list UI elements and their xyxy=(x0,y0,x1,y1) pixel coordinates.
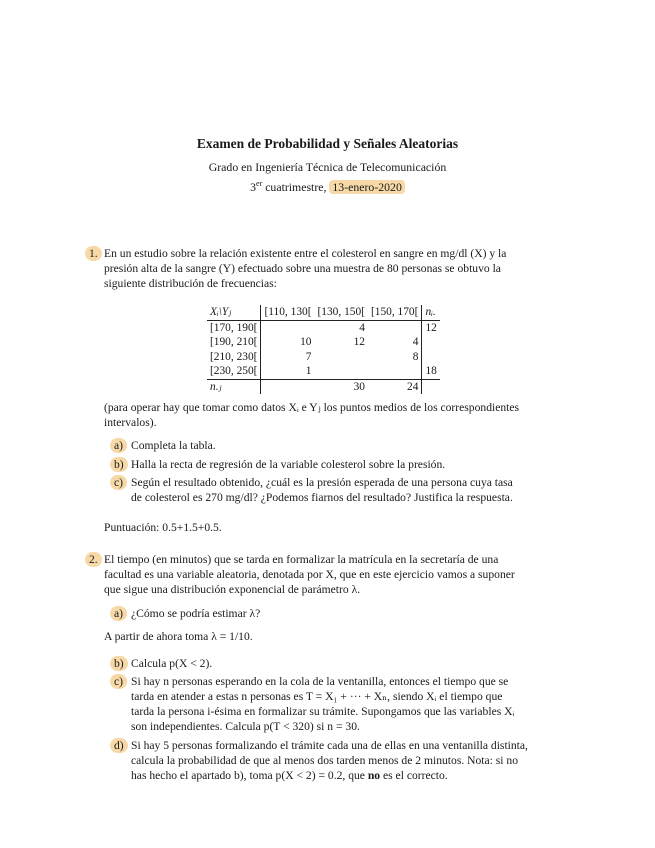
question-2-intro: El tiempo (en minutos) que se tarda en formalizar la matrícula en la secretaría de una facultad es una variable aleatoria, denotada por X, que en este ejercicio vamos a suponer que sigue una distribución exponencial de parámetro λ. xyxy=(104,553,515,596)
item-1a-label: a) xyxy=(110,438,127,453)
item-1c-label: c) xyxy=(110,475,127,490)
term-line xyxy=(0,176,655,195)
degree-line: Grado en Ingeniería Técnica de Telecomunicación xyxy=(208,160,447,174)
item-1b-text: Halla la recta de regresión de la variable colesterol sobre la presión. xyxy=(131,458,446,471)
table-header-row xyxy=(207,305,440,320)
table-col-2: [130, 150[ xyxy=(315,305,368,320)
question-1-note: (para operar hay que tomar como datos Xᵢ e Yⱼ los puntos medios de los correspondientes intervalos). xyxy=(104,401,520,429)
table-col-3: [150, 170[ xyxy=(368,305,422,320)
table-row: [190, 210[ 10 12 4 xyxy=(207,335,440,350)
question-2-mid: A partir de ahora toma λ = 1/10. xyxy=(104,630,253,643)
item-1a-text: Completa la tabla. xyxy=(131,439,216,452)
item-1b-label: b) xyxy=(110,457,128,472)
item-2a-label: a) xyxy=(110,606,127,621)
table-totals-row: n.ⱼ 30 24 xyxy=(207,379,440,394)
item-2a-text: ¿Cómo se podría estimar λ? xyxy=(131,607,261,620)
question-1-number: 1. xyxy=(85,246,102,261)
table-row: [170, 190[ 4 12 xyxy=(207,320,440,335)
question-1-score: Puntuación: 0.5+1.5+0.5. xyxy=(104,521,222,534)
term-number: 3 xyxy=(250,179,257,194)
exam-title: Examen de Probabilidad y Señales Aleatorias xyxy=(196,136,459,151)
emphasis-no: no xyxy=(367,769,381,782)
question-1-intro: En un estudio sobre la relación existente entre el colesterol en sangre en mg/dl (X) y la presión alta de la sangre (Y) efectuado sobre una muestra de 80 personas se obtuvo la siguiente distribución de frecuencias: xyxy=(104,247,507,290)
item-1c-text: Según el resultado obtenido, ¿cuál es la presión esperada de una persona cuya tasa de colesterol es 270 mg/dl? ¿Podemos fiarnos del resultado? Justifica la respuesta. xyxy=(131,476,513,504)
table-ni-header: nᵢ. xyxy=(422,305,440,320)
term-text: cuatrimestre, xyxy=(262,179,327,194)
table-row: [230, 250[ 1 18 xyxy=(207,364,440,379)
item-2d-text: Si hay 5 personas formalizando el trámite cada una de ellas en una ventanilla distinta, calcula la probabilidad de que al menos dos tarden menos de 2 minutos. Nota: si no has hecho el apartado b), toma p(X < 2) = 0.2, que no es el correcto. xyxy=(131,739,528,782)
question-2-number: 2. xyxy=(85,552,102,567)
exam-date: 13-enero-2020 xyxy=(329,180,404,194)
item-2b-label: b) xyxy=(110,656,128,671)
item-2c-label: c) xyxy=(110,674,127,689)
item-2b-text: Calcula p(X < 2). xyxy=(131,657,213,670)
table-corner: Xᵢ\Yⱼ xyxy=(207,305,261,320)
table-col-1: [110, 130[ xyxy=(261,305,315,320)
frequency-table xyxy=(207,305,440,394)
item-2c-text: Si hay n personas esperando en la cola de la ventanilla, entonces el tiempo que se tarda en atender a estas n personas es T = X₁ + ··· + Xₙ, siendo Xᵢ el tiempo que tarda la persona i-ésima en formalizar su trámite. Supongamos que las variables Xᵢ son independientes. Calcula p(T < 320) si n = 30. xyxy=(131,675,515,733)
table-row: [210, 230[ 7 8 xyxy=(207,350,440,365)
term-superscript: er xyxy=(256,179,263,188)
item-2d-label: d) xyxy=(110,738,128,753)
